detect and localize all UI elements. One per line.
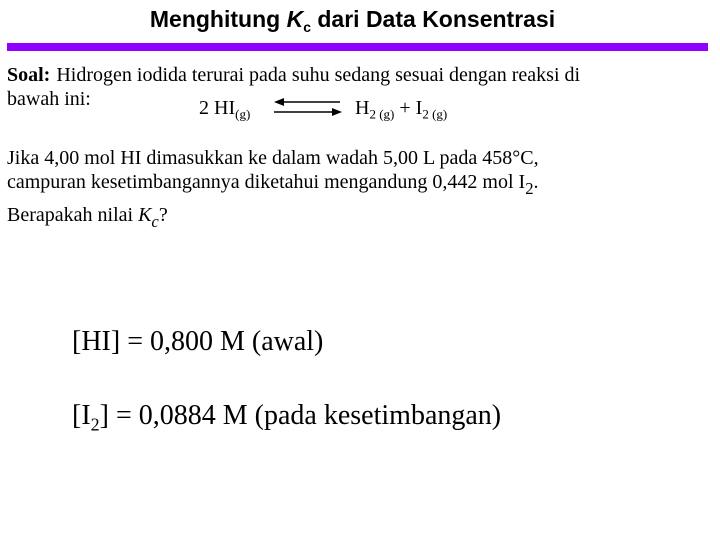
problem-label: Soal: — [7, 64, 51, 86]
info-line-1: Jika 4,00 mol HI dimasukkan ke dalam wadah 5,00 L pada 458°C, — [7, 147, 539, 169]
hi-initial-concentration: [HI] = 0,800 M (awal) — [72, 326, 324, 357]
reaction-products: $H_{2 (g)} + I_{2 (g)}$ — [355, 97, 448, 122]
kc-symbol: K — [286, 6, 304, 32]
i2-equilibrium-concentration: $[I_2] = 0,0884$ M (pada kesetimbangan) — [72, 400, 502, 435]
title-divider — [7, 43, 708, 51]
info-line-3: Berapakah nilai $K_c$? — [7, 204, 168, 231]
slide-title: Menghitung $K_c$ dari Data Konsentrasi — [149, 6, 556, 35]
problem-line-1: Soal: Hidrogen iodida terurai pada suhu sedang sesuai dengan reaksi di — [7, 64, 581, 86]
reaction-reactant: 2 $HI_{(g)}$ — [199, 97, 251, 122]
info-line-2: campuran kesetimbangannya diketahui mengandung 0,442 mol $I_2$. — [7, 171, 539, 198]
problem-line-2: bawah ini: — [7, 88, 91, 110]
kc-symbol: $K_c$ — [138, 204, 159, 231]
equilibrium-arrows-icon — [272, 96, 344, 118]
